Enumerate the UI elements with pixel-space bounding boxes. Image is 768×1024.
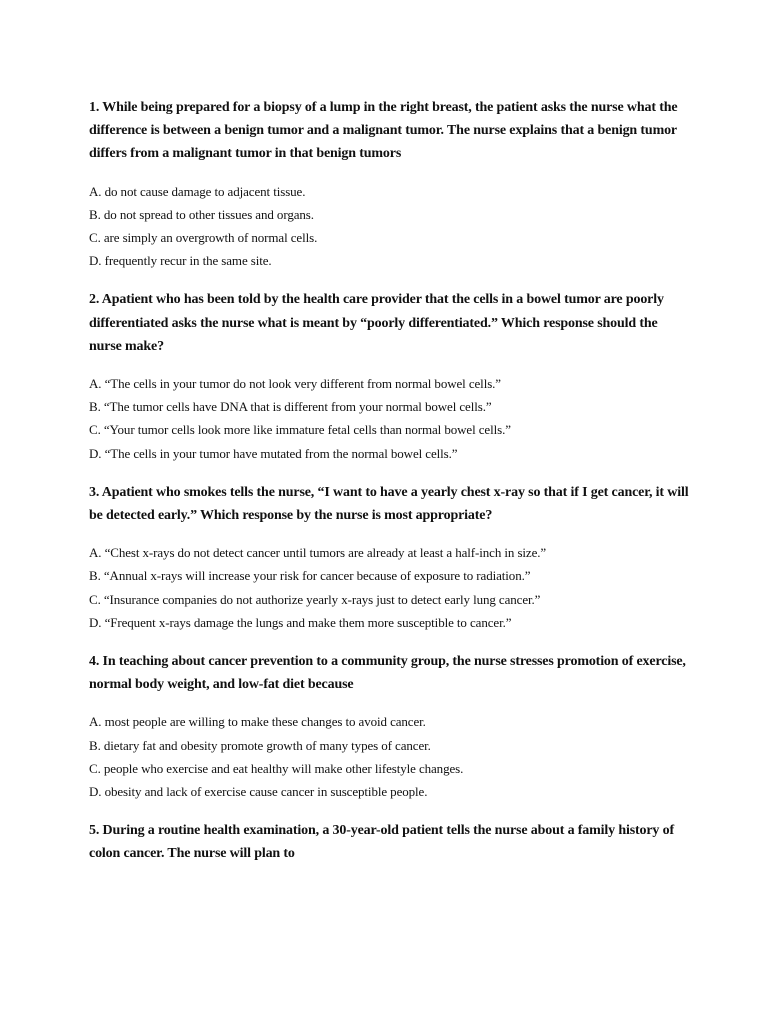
question-stem: 5. During a routine health examination, a 30-year-old patient tells the nurse about a family history of colon cancer. The nurse will plan to <box>89 823 674 862</box>
answer-option-a: A. do not cause damage to adjacent tissue. <box>89 183 306 199</box>
question-stem: 1. While being prepared for a biopsy of a lump in the right breast, the patient asks the nurse what the difference is between a benign tumor and a malignant tumor. The nurse explains that a benign tumor differs from a malignant tumor in that benign tumors <box>89 100 678 162</box>
document-page <box>89 96 689 882</box>
answer-options <box>89 541 689 634</box>
answer-option-c: C. people who exercise and eat healthy will make other lifestyle changes. <box>89 760 464 776</box>
answer-option-d: D. frequently recur in the same site. <box>89 253 272 269</box>
question-3 <box>89 481 689 634</box>
answer-options <box>89 372 689 465</box>
question-4 <box>89 650 689 803</box>
answer-option-d: D. obesity and lack of exercise cause cancer in susceptible people. <box>89 784 428 800</box>
answer-option-b: B. do not spread to other tissues and organs. <box>89 206 314 222</box>
answer-option-d: D. “The cells in your tumor have mutated from the normal bowel cells.” <box>89 445 458 461</box>
answer-option-b: B. “The tumor cells have DNA that is different from your normal bowel cells.” <box>89 399 492 415</box>
question-stem: 3. Apatient who smokes tells the nurse, “I want to have a yearly chest x-ray so that if I get cancer, it will be detected early.” Which response by the nurse is most appropriate? <box>89 484 689 524</box>
answer-option-a: A. “The cells in your tumor do not look very different from normal bowel cells.” <box>89 376 501 392</box>
answer-option-a: A. most people are willing to make these changes to avoid cancer. <box>89 714 426 730</box>
question-5 <box>89 819 689 865</box>
answer-option-b: B. “Annual x-rays will increase your risk for cancer because of exposure to radiation.” <box>89 568 531 584</box>
question-stem: 4. In teaching about cancer prevention to a community group, the nurse stresses promotion of exercise, normal body weight, and low-fat diet because <box>89 654 686 693</box>
answer-options <box>89 710 689 803</box>
answer-options <box>89 180 689 273</box>
answer-option-c: C. are simply an overgrowth of normal cells. <box>89 230 318 246</box>
answer-option-a: A. “Chest x-rays do not detect cancer until tumors are already at least a half-inch in size.” <box>89 545 547 561</box>
answer-option-d: D. “Frequent x-rays damage the lungs and make them more susceptible to cancer.” <box>89 614 512 630</box>
answer-option-c: C. “Insurance companies do not authorize yearly x-rays just to detect early lung cancer.” <box>89 591 541 607</box>
question-1 <box>89 96 689 272</box>
question-2 <box>89 288 689 464</box>
question-stem: 2. Apatient who has been told by the health care provider that the cells in a bowel tumor are poorly differentiated asks the nurse what is meant by “poorly differentiated.” Which response should the nurse make? <box>89 292 664 354</box>
answer-option-c: C. “Your tumor cells look more like immature fetal cells than normal bowel cells.” <box>89 422 511 438</box>
answer-option-b: B. dietary fat and obesity promote growth of many types of cancer. <box>89 737 431 753</box>
